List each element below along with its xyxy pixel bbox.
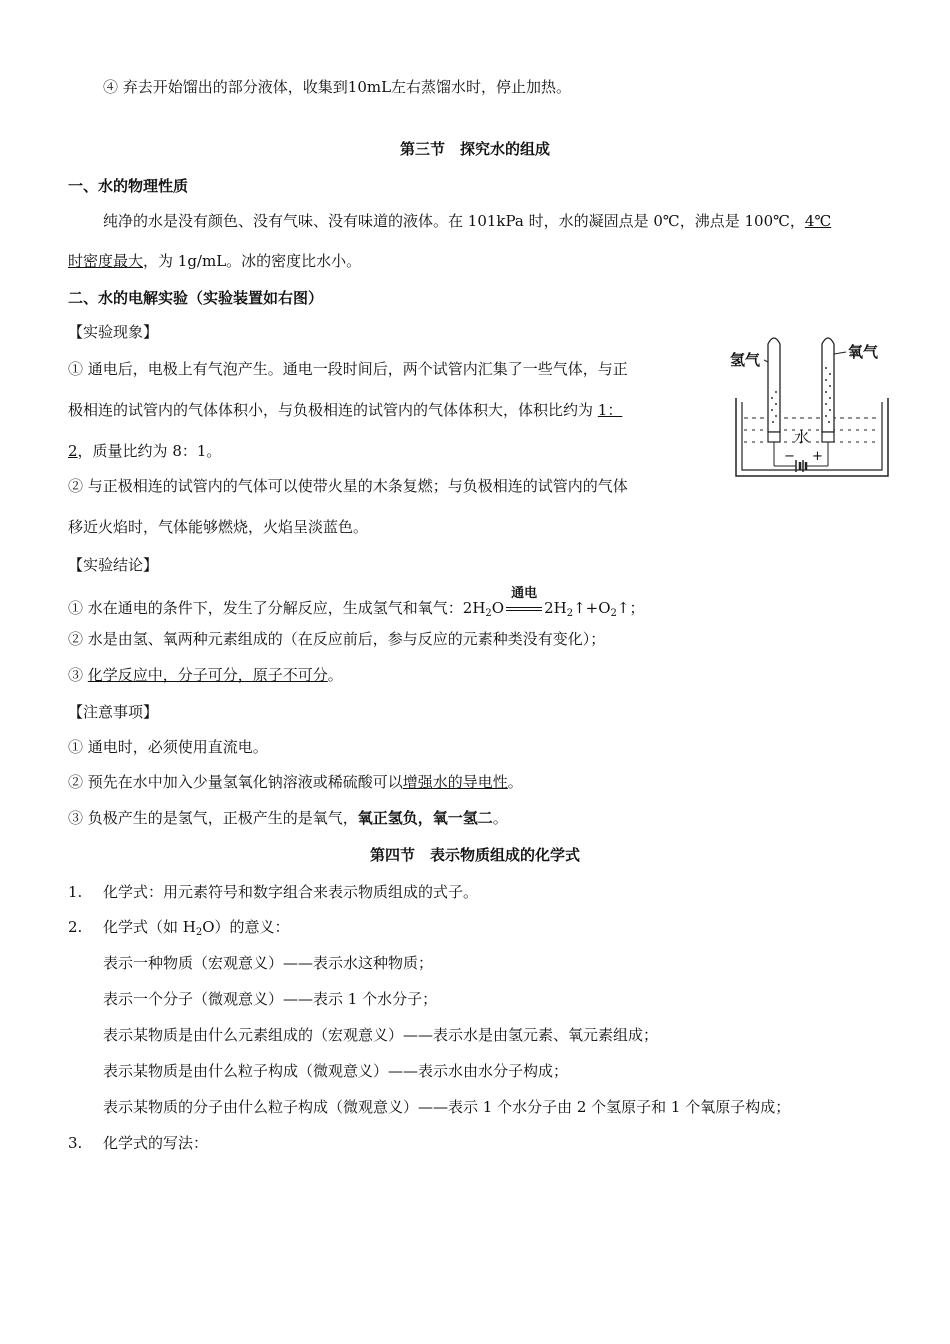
left-electrode — [768, 432, 780, 442]
eq-part: O — [491, 599, 505, 617]
label-oxygen: 氧气 — [848, 343, 879, 361]
underlined-text: 1： — [597, 401, 623, 419]
eq-part: 2H — [544, 599, 567, 617]
trough — [736, 398, 888, 476]
eq-part: ↑+O — [573, 599, 611, 617]
text: 纯净的水是没有颜色、没有气味、没有味道的液体。在 101kPa 时，水的凝固点是 0℃，沸点是 100℃， — [103, 212, 805, 230]
phenomena-2-line-1: ② 与正极相连的试管内的气体可以使带火星的木条复燃；与负极相连的试管内的气体 — [68, 477, 628, 495]
underlined-text: 增强水的导电性 — [402, 773, 508, 791]
meaning-3: 表示某物质是由什么元素组成的（宏观意义）——表示水是由氢元素、氧元素组成； — [103, 1026, 659, 1044]
text: ，质量比约为 8：1。 — [77, 442, 222, 460]
text: 。 — [492, 809, 508, 827]
text: 极相连的试管内的气体体积小，与负极相连的试管内的气体体积大，体积比约为 — [68, 401, 598, 419]
note-3 — [68, 808, 508, 828]
label-hydrogen: 氢气 — [730, 351, 761, 369]
text: 。 — [327, 666, 343, 684]
list-item-2-number: 2. — [68, 918, 83, 936]
meaning-1: 表示一种物质（宏观意义）——表示水这种物质； — [103, 954, 434, 972]
list-item-3: 化学式的写法： — [103, 1134, 209, 1152]
notes-title: 【注意事项】 — [68, 703, 159, 721]
underlined-text: 时密度最大 — [68, 252, 144, 270]
section-3-title: 第三节 探究水的组成 — [399, 140, 550, 158]
electrolysis-svg — [728, 328, 894, 480]
underlined-text: 2 — [68, 442, 78, 460]
physical-properties-line-2 — [68, 251, 361, 271]
label-minus: − — [784, 449, 795, 464]
conclusion-2: ② 水是由氢、氧两种元素组成的（在反应前后，参与反应的元素种类没有变化）； — [68, 630, 606, 648]
text: ① 水在通电的条件下，发生了分解反应，生成氢气和氧气： — [68, 599, 463, 617]
label-plus: + — [812, 449, 823, 464]
right-test-tube — [822, 338, 834, 432]
phenomena-1-line-1: ① 通电后，电极上有气泡产生。通电一段时间后，两个试管内汇集了一些气体，与正 — [68, 360, 628, 378]
note-1: ① 通电时，必须使用直流电。 — [68, 738, 268, 756]
reaction-arrow — [504, 586, 544, 618]
label-water: 水 — [794, 428, 810, 446]
left-test-tube — [768, 338, 780, 432]
list-item-3-number: 3. — [68, 1134, 83, 1152]
phenomena-2-line-2: 移近火焰时，气体能够燃烧，火焰呈淡蓝色。 — [68, 518, 369, 536]
equation — [462, 586, 645, 619]
phenomena-1-line-3 — [68, 441, 221, 461]
conclusion-1 — [68, 586, 645, 624]
electrolysis-apparatus-diagram — [728, 328, 894, 484]
heading-physical-properties: 一、水的物理性质 — [68, 177, 189, 195]
subscript: 2 — [485, 608, 492, 619]
text: 化学式（如 H — [103, 918, 196, 936]
text: 。 — [507, 773, 523, 791]
list-item-1: 化学式：用元素符号和数字组合来表示物质组成的式子。 — [103, 883, 479, 901]
text: ③ 负极产生的是氢气，正极产生的是氧气， — [68, 809, 358, 827]
phenomena-title: 【实验现象】 — [68, 323, 159, 341]
text: O）的意义： — [202, 918, 290, 936]
text: ，为 1g/mL。冰的密度比水小。 — [143, 252, 362, 270]
list-item-2 — [103, 917, 290, 943]
equals-bar — [506, 607, 542, 611]
distillation-step-4: ④ 弃去开始馏出的部分液体，收集到10mL左右蒸馏水时，停止加热。 — [103, 78, 572, 96]
section-4-title: 第四节 表示物质组成的化学式 — [369, 846, 580, 864]
meaning-2: 表示一个分子（微观意义）——表示 1 个水分子； — [103, 990, 438, 1008]
right-electrode — [822, 432, 834, 442]
subscript: 2 — [610, 608, 617, 619]
phenomena-1-line-2 — [68, 400, 622, 420]
underlined-text: 化学反应中，分子可分，原子不可分 — [87, 666, 328, 684]
eq-part: ↑； — [616, 599, 645, 617]
text: ③ — [68, 666, 88, 684]
meaning-5: 表示某物质的分子由什么粒子构成（微观意义）——表示 1 个水分子由 2 个氢原子和 1 个氧原子构成； — [103, 1098, 791, 1116]
conclusion-3 — [68, 665, 343, 685]
heading-electrolysis: 二、水的电解实验（实验装置如右图） — [68, 289, 324, 307]
label-pointer — [834, 352, 846, 354]
list-item-1-number: 1. — [68, 883, 83, 901]
conclusion-title: 【实验结论】 — [68, 556, 159, 574]
note-2 — [68, 772, 523, 792]
eq-part: 2H — [462, 599, 486, 617]
subscript: 2 — [566, 608, 574, 619]
physical-properties-line-1 — [103, 211, 831, 231]
text: ② 预先在水中加入少量氢氧化钠溶液或稀硫酸可以 — [68, 773, 403, 791]
meaning-4: 表示某物质是由什么粒子构成（微观意义）——表示水由水分子构成； — [103, 1062, 569, 1080]
bold-text: 氧正氢负，氧一氢二 — [357, 809, 493, 827]
reaction-condition: 通电 — [511, 586, 538, 601]
underlined-text: 4℃ — [804, 212, 832, 230]
subscript: 2 — [195, 927, 203, 938]
